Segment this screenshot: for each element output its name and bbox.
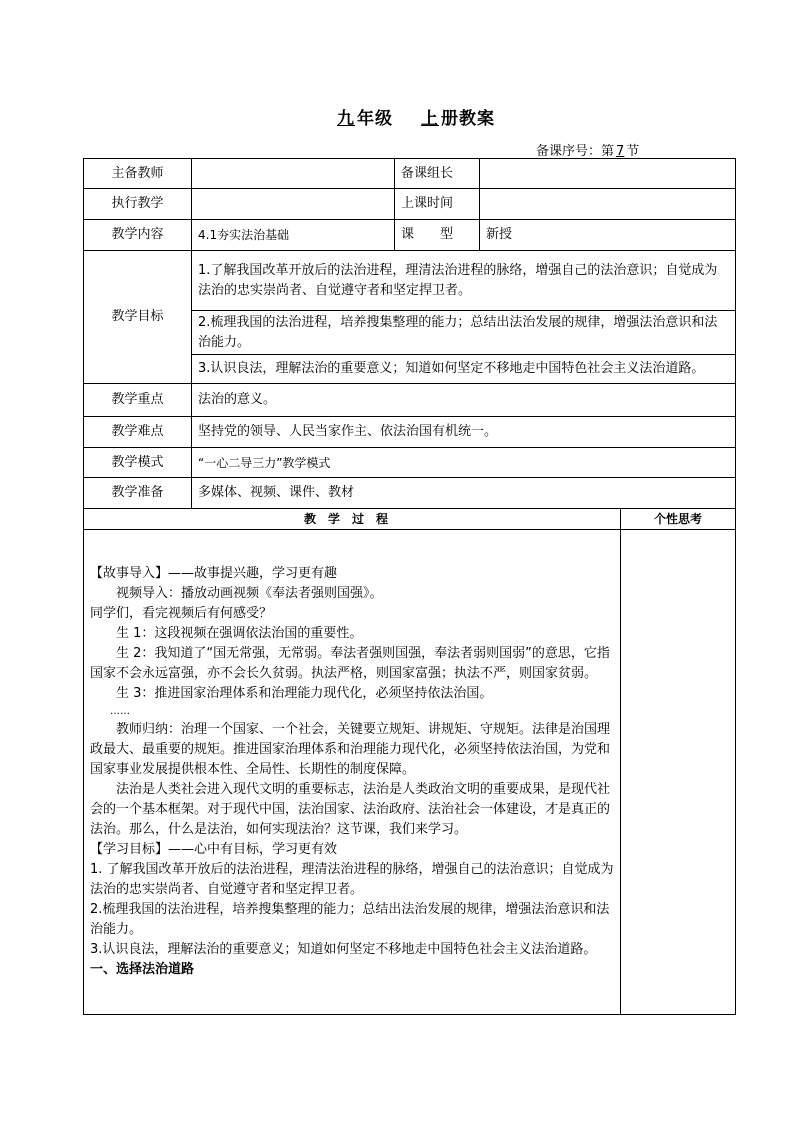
video-intro: 视频导入：播放动画视频《奉法者强则国强》。: [116, 586, 383, 601]
student-answer-1: 生 1：这段视频在强调依法治国的重要性。: [116, 626, 363, 641]
goal-item-1: 1.了解我国改革开放后的法治进程，理清法治进程的脉络，增强自己的法治意识；自觉成为法治的忠实崇尚者、自觉遵守者和坚定捍卫者。: [192, 251, 736, 311]
process-header: [84, 509, 621, 530]
difficulty-label: 教学难点: [84, 417, 192, 448]
process-header-text: 教学过程: [303, 512, 400, 526]
rule-of-law-text: 法治是人类社会进入现代文明的重要标志，法治是人类政治文明的重要成果，是现代社会的一个基本框架。对于现代中国，法治国家、法治政府、法治社会一体建设，才是真正的法治。那么，什么是法治，如何实现法治？这节课，我们来学习。: [90, 782, 611, 837]
story-subtitle: ——故事提兴趣，学习更有趣: [168, 566, 338, 581]
goals-title: 【学习目标】: [90, 842, 169, 857]
story-title: 【故事导入】: [90, 566, 169, 581]
exec-teacher-label: 执行教学: [84, 189, 192, 220]
term-blank: 上: [421, 109, 439, 129]
class-time-label: 上课时间: [395, 189, 480, 220]
goals-subtitle: ——心中有目标，学习更有效: [168, 842, 338, 857]
student-answer-2: 生 2：我知道了“国无常强，无常弱。奉法者强则国强，奉法者弱则国弱”的意思，它指国家不会永远富强，亦不会长久贫弱。执法严格，则国家富强；执法不严，则国家贫弱。: [90, 646, 610, 681]
mode-value: “一心二导三力”教学模式: [192, 448, 736, 478]
grade-suffix: 年级: [357, 109, 393, 129]
class-time-value: [480, 189, 736, 220]
group-leader-label: 备课组长: [395, 159, 480, 189]
goals-label: 教学目标: [84, 251, 192, 384]
prep-label: 教学准备: [84, 478, 192, 509]
story-heading: [90, 564, 614, 584]
learning-goal-1: 1. 了解我国改革开放后的法治进程，理清法治进程的脉络，增强自己的法治意识；自觉成为法治的忠实崇尚者、自觉遵守者和坚定捍卫者。: [90, 862, 614, 897]
section-heading: 一、选择法治道路: [90, 962, 195, 977]
mode-label: 教学模式: [84, 448, 192, 478]
ellipsis: ……: [110, 706, 130, 717]
table-row: [84, 159, 736, 189]
serial-suffix: 节: [626, 144, 640, 159]
lesson-serial: [536, 140, 639, 159]
process-content: [84, 530, 621, 1015]
type-value: 新授: [480, 220, 736, 251]
learning-goal-3: 3.认识良法，理解法治的重要意义；知道如何坚定不移地走中国特色社会主义法治道路。: [90, 942, 597, 957]
focus-value: 法治的意义。: [192, 384, 736, 417]
content-value: 4.1夯实法治基础: [192, 220, 395, 251]
table-row: [84, 417, 736, 448]
page-title: [0, 104, 794, 129]
table-row: [84, 220, 736, 251]
exec-teacher-value: [192, 189, 395, 220]
table-row: [84, 384, 736, 417]
prep-value: 多媒体、视频、课件、教材: [192, 478, 736, 509]
table-row: [84, 530, 736, 1015]
goals-heading: [90, 840, 614, 860]
table-row: [84, 251, 736, 311]
serial-number: 7: [616, 144, 625, 159]
question: 同学们，看完视频后有何感受？: [90, 606, 273, 621]
goal-item-3: 3.认识良法，理解法治的重要意义；知道如何坚定不移地走中国特色社会主义法治道路。: [192, 355, 736, 384]
main-teacher-label: 主备教师: [84, 159, 192, 189]
focus-label: 教学重点: [84, 384, 192, 417]
type-label: 课 型: [395, 220, 480, 251]
title-suffix: 册教案: [441, 109, 495, 129]
group-leader-value: [480, 159, 736, 189]
content-label: 教学内容: [84, 220, 192, 251]
reflection-header: 个性思考: [621, 509, 736, 530]
student-answer-3: 生 3：推进国家治理体系和治理能力现代化，必须坚持依法治国。: [116, 686, 493, 701]
difficulty-value: 坚持党的领导、人民当家作主、依法治国有机统一。: [192, 417, 736, 448]
learning-goal-2: 2.梳理我国的法治进程，培养搜集整理的能力；总结出法治发展的规律，增强法治意识和法治能力。: [90, 902, 610, 937]
reflection-column: [621, 530, 736, 1015]
grade-blank: 九: [337, 109, 355, 129]
main-teacher-value: [192, 159, 395, 189]
goal-item-2: 2.梳理我国的法治进程，培养搜集整理的能力；总结出法治发展的规律，增强法治意识和法治能力。: [192, 311, 736, 355]
table-row: [84, 478, 736, 509]
lesson-plan-table: [83, 158, 736, 1015]
table-row: [84, 509, 736, 530]
table-row: [84, 189, 736, 220]
table-row: [84, 448, 736, 478]
teacher-summary: 教师归纳：治理一个国家、一个社会，关键要立规矩、讲规矩、守规矩。法律是治国理政最大、最重要的规矩。推进国家治理体系和治理能力现代化，必须坚持依法治国，为党和国家事业发展提供根本性、全局性、长期性的制度保障。: [90, 722, 611, 777]
serial-label: 备课序号：第: [536, 144, 615, 159]
